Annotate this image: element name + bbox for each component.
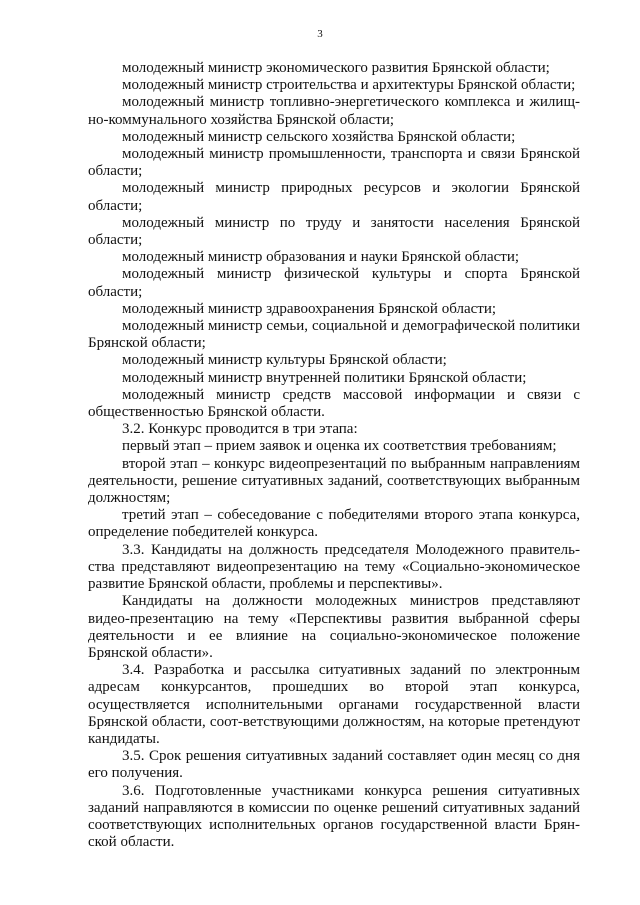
paragraph-minister-health: молодежный министр здравоохранения Брянской области; — [122, 300, 497, 317]
paragraph-minister-education: молодежный министр образования и науки Брянской области; — [122, 249, 520, 266]
paragraph-minister-energy: молодежный министр топливно-энергетического комплекса и жилищ-но-коммунального хозяйства Брянской области; — [88, 94, 580, 128]
paragraph-minister-industry: молодежный министр промышленности, транспорта и связи Брянской области; — [88, 146, 580, 180]
paragraph-minister-internal-policy: молодежный министр внутренней политики Брянской области; — [122, 369, 527, 386]
paragraph-minister-media: молодежный министр средств массовой информации и связи с общественностью Брянской области. — [88, 386, 580, 421]
stage-one: первый этап – прием заявок и оценка их соответствия требованиям; — [122, 438, 557, 455]
paragraph-minister-construction: молодежный министр строительства и архитектуры Брянской области; — [122, 77, 576, 94]
paragraph-minister-culture: молодежный министр культуры Брянской области; — [122, 352, 447, 369]
clause-3-2: 3.2. Конкурс проводится в три этапа: — [122, 421, 358, 438]
paragraph-minister-labour: молодежный министр по труду и занятости населения Брянской области; — [88, 214, 580, 249]
stage-three: третий этап – собеседование с победителями второго этапа конкурса, определение победителей конкурса. — [88, 507, 580, 541]
clause-3-4: 3.4. Разработка и рассылка ситуативных заданий по электронным адресам конкурсантов, прошедших во второй этап конкурса, осуществляется исполнительными органами государственной власти Брянской области, соот-ветствующими должностям, на которые претендуют кандидаты. — [88, 662, 580, 747]
stage-two: второй этап – конкурс видеопрезентаций по выбранным направлениям деятельности, решение ситуативных заданий, соответствующих выбранным должностям; — [88, 455, 580, 507]
paragraph-minister-agriculture: молодежный министр сельского хозяйства Брянской области; — [122, 128, 516, 145]
paragraph-minister-family: молодежный министр семьи, социальной и демографической политики Брянской области; — [88, 318, 580, 352]
clause-3-3: 3.3. Кандидаты на должность председателя Молодежного правитель-ства представляют видеопрезентацию на тему «Социально-экономическое развитие Брянской области, проблемы и перспективы». — [88, 541, 580, 593]
paragraph-minister-economy: молодежный министр экономического развития Брянской области; — [122, 60, 550, 76]
document-body — [88, 60, 580, 851]
clause-3-5: 3.5. Срок решения ситуативных заданий составляет один месяц со дня его получения. — [88, 748, 580, 782]
paragraph-minister-sport: молодежный министр физической культуры и спорта Брянской области; — [88, 266, 580, 300]
clause-3-6: 3.6. Подготовленные участниками конкурса решения ситуативных заданий направляются в комиссии по оценке решений ситуативных заданий соответствующих исполнительных органов государственной власти Брян-ской области. — [88, 782, 580, 851]
clause-3-3-ministers: Кандидаты на должности молодежных министров представляют видео-презентацию на тему «Перспективы развития выбранной сферы деятельности и ее влияние на социально-экономическое положение Брянской области». — [88, 593, 580, 661]
page-number: 3 — [317, 28, 323, 40]
paragraph-minister-ecology: молодежный министр природных ресурсов и экологии Брянской области; — [88, 180, 580, 214]
